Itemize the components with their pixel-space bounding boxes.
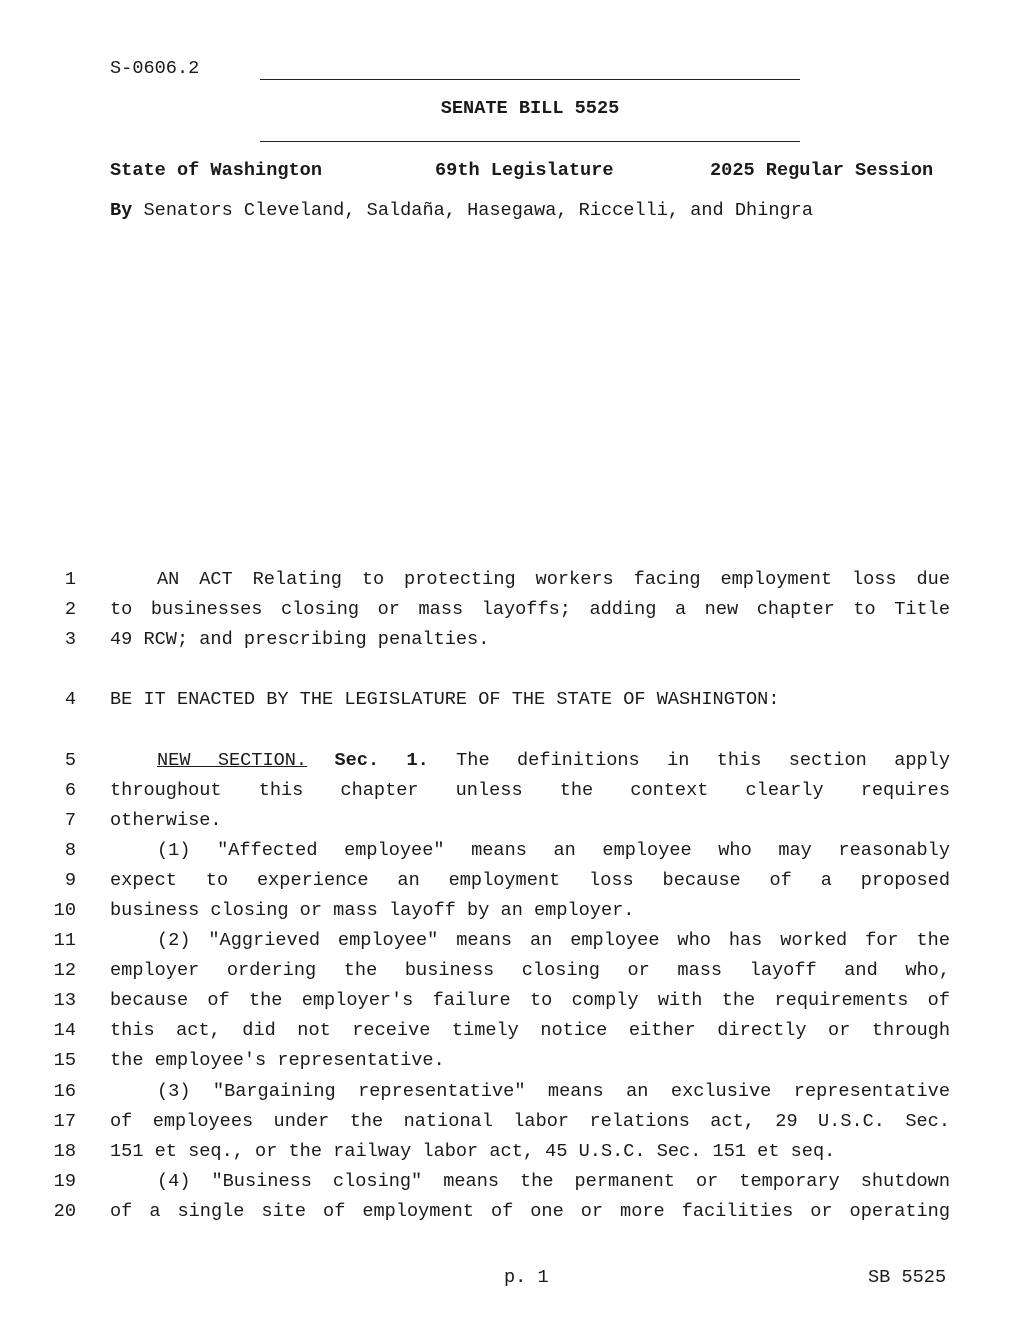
line-text: throughout this chapter unless the context clearly requires xyxy=(110,780,950,801)
section-intro: The definitions in this section apply xyxy=(456,750,950,771)
line-number: 18 xyxy=(53,1141,76,1162)
draft-id: S-0606.2 xyxy=(110,58,200,79)
line-number: 12 xyxy=(53,960,76,981)
bill-line xyxy=(0,840,1024,864)
line-number: 13 xyxy=(53,990,76,1011)
line-number: 5 xyxy=(64,750,76,771)
line-number: 14 xyxy=(53,1020,76,1041)
bill-line xyxy=(0,1201,1024,1225)
line-text xyxy=(110,750,950,771)
line-number: 4 xyxy=(64,689,76,710)
line-number: 3 xyxy=(64,629,76,650)
section-number: Sec. 1. xyxy=(334,750,429,771)
line-number: 8 xyxy=(64,840,76,861)
bill-line xyxy=(0,930,1024,954)
line-text: otherwise. xyxy=(110,810,222,831)
bill-line xyxy=(0,1050,1024,1074)
bill-line xyxy=(0,1081,1024,1105)
line-text: employer ordering the business closing or mass layoff and who, xyxy=(110,960,950,981)
line-number: 19 xyxy=(53,1171,76,1192)
line-number: 20 xyxy=(53,1201,76,1222)
bill-line xyxy=(0,1171,1024,1195)
sponsors-names: Senators Cleveland, Saldaña, Hasegawa, Riccelli, and Dhingra xyxy=(143,200,813,221)
line-text: (4) "Business closing" means the permanent or temporary shutdown xyxy=(157,1171,950,1192)
bill-title: SENATE BILL 5525 xyxy=(440,98,620,119)
bill-line xyxy=(0,569,1024,593)
footer-bill-id: SB 5525 xyxy=(868,1267,947,1288)
bill-line xyxy=(0,810,1024,834)
bill-line xyxy=(0,629,1024,653)
line-text: of a single site of employment of one or more facilities or operating xyxy=(110,1201,950,1222)
bill-line xyxy=(0,870,1024,894)
bill-line xyxy=(0,689,1024,713)
title-rule-top xyxy=(260,79,800,80)
state-label: State of Washington xyxy=(110,160,323,181)
line-text: of employees under the national labor relations act, 29 U.S.C. Sec. xyxy=(110,1111,950,1132)
sponsors-line xyxy=(110,200,813,221)
title-rule-bottom xyxy=(260,141,800,142)
sponsors-by: By xyxy=(110,200,133,221)
line-number: 15 xyxy=(53,1050,76,1071)
bill-line xyxy=(0,750,1024,774)
bill-line xyxy=(0,990,1024,1014)
line-text: (3) "Bargaining representative" means an exclusive representative xyxy=(157,1081,950,1102)
page-number: p. 1 xyxy=(504,1267,549,1288)
bill-line xyxy=(0,1111,1024,1135)
line-number: 10 xyxy=(53,900,76,921)
legislature-label: 69th Legislature xyxy=(435,160,614,181)
line-number: 6 xyxy=(64,780,76,801)
enacting-clause: BE IT ENACTED BY THE LEGISLATURE OF THE STATE OF WASHINGTON: xyxy=(110,689,780,710)
line-text: (2) "Aggrieved employee" means an employee who has worked for the xyxy=(157,930,950,951)
bill-line xyxy=(0,1141,1024,1165)
line-text: the employee's representative. xyxy=(110,1050,445,1071)
line-number: 7 xyxy=(64,810,76,831)
bill-line xyxy=(0,960,1024,984)
bill-line xyxy=(0,599,1024,623)
line-text: AN ACT Relating to protecting workers facing employment loss due xyxy=(157,569,950,590)
line-number: 11 xyxy=(53,930,76,951)
line-text: 151 et seq., or the railway labor act, 45 U.S.C. Sec. 151 et seq. xyxy=(110,1141,836,1162)
line-text: 49 RCW; and prescribing penalties. xyxy=(110,629,490,650)
new-section-label: NEW SECTION. xyxy=(157,750,308,771)
bill-line xyxy=(0,900,1024,924)
bill-line xyxy=(0,780,1024,804)
line-number: 16 xyxy=(53,1081,76,1102)
line-text: (1) "Affected employee" means an employee who may reasonably xyxy=(157,840,950,861)
line-number: 17 xyxy=(53,1111,76,1132)
line-text: to businesses closing or mass layoffs; adding a new chapter to Title xyxy=(110,599,950,620)
line-text: this act, did not receive timely notice either directly or through xyxy=(110,1020,950,1041)
line-number: 1 xyxy=(64,569,76,590)
line-text: expect to experience an employment loss because of a proposed xyxy=(110,870,950,891)
line-text: because of the employer's failure to comply with the requirements of xyxy=(110,990,950,1011)
line-number: 9 xyxy=(64,870,76,891)
session-label: 2025 Regular Session xyxy=(710,160,934,181)
bill-line xyxy=(0,1020,1024,1044)
line-number: 2 xyxy=(64,599,76,620)
line-text: business closing or mass layoff by an employer. xyxy=(110,900,635,921)
